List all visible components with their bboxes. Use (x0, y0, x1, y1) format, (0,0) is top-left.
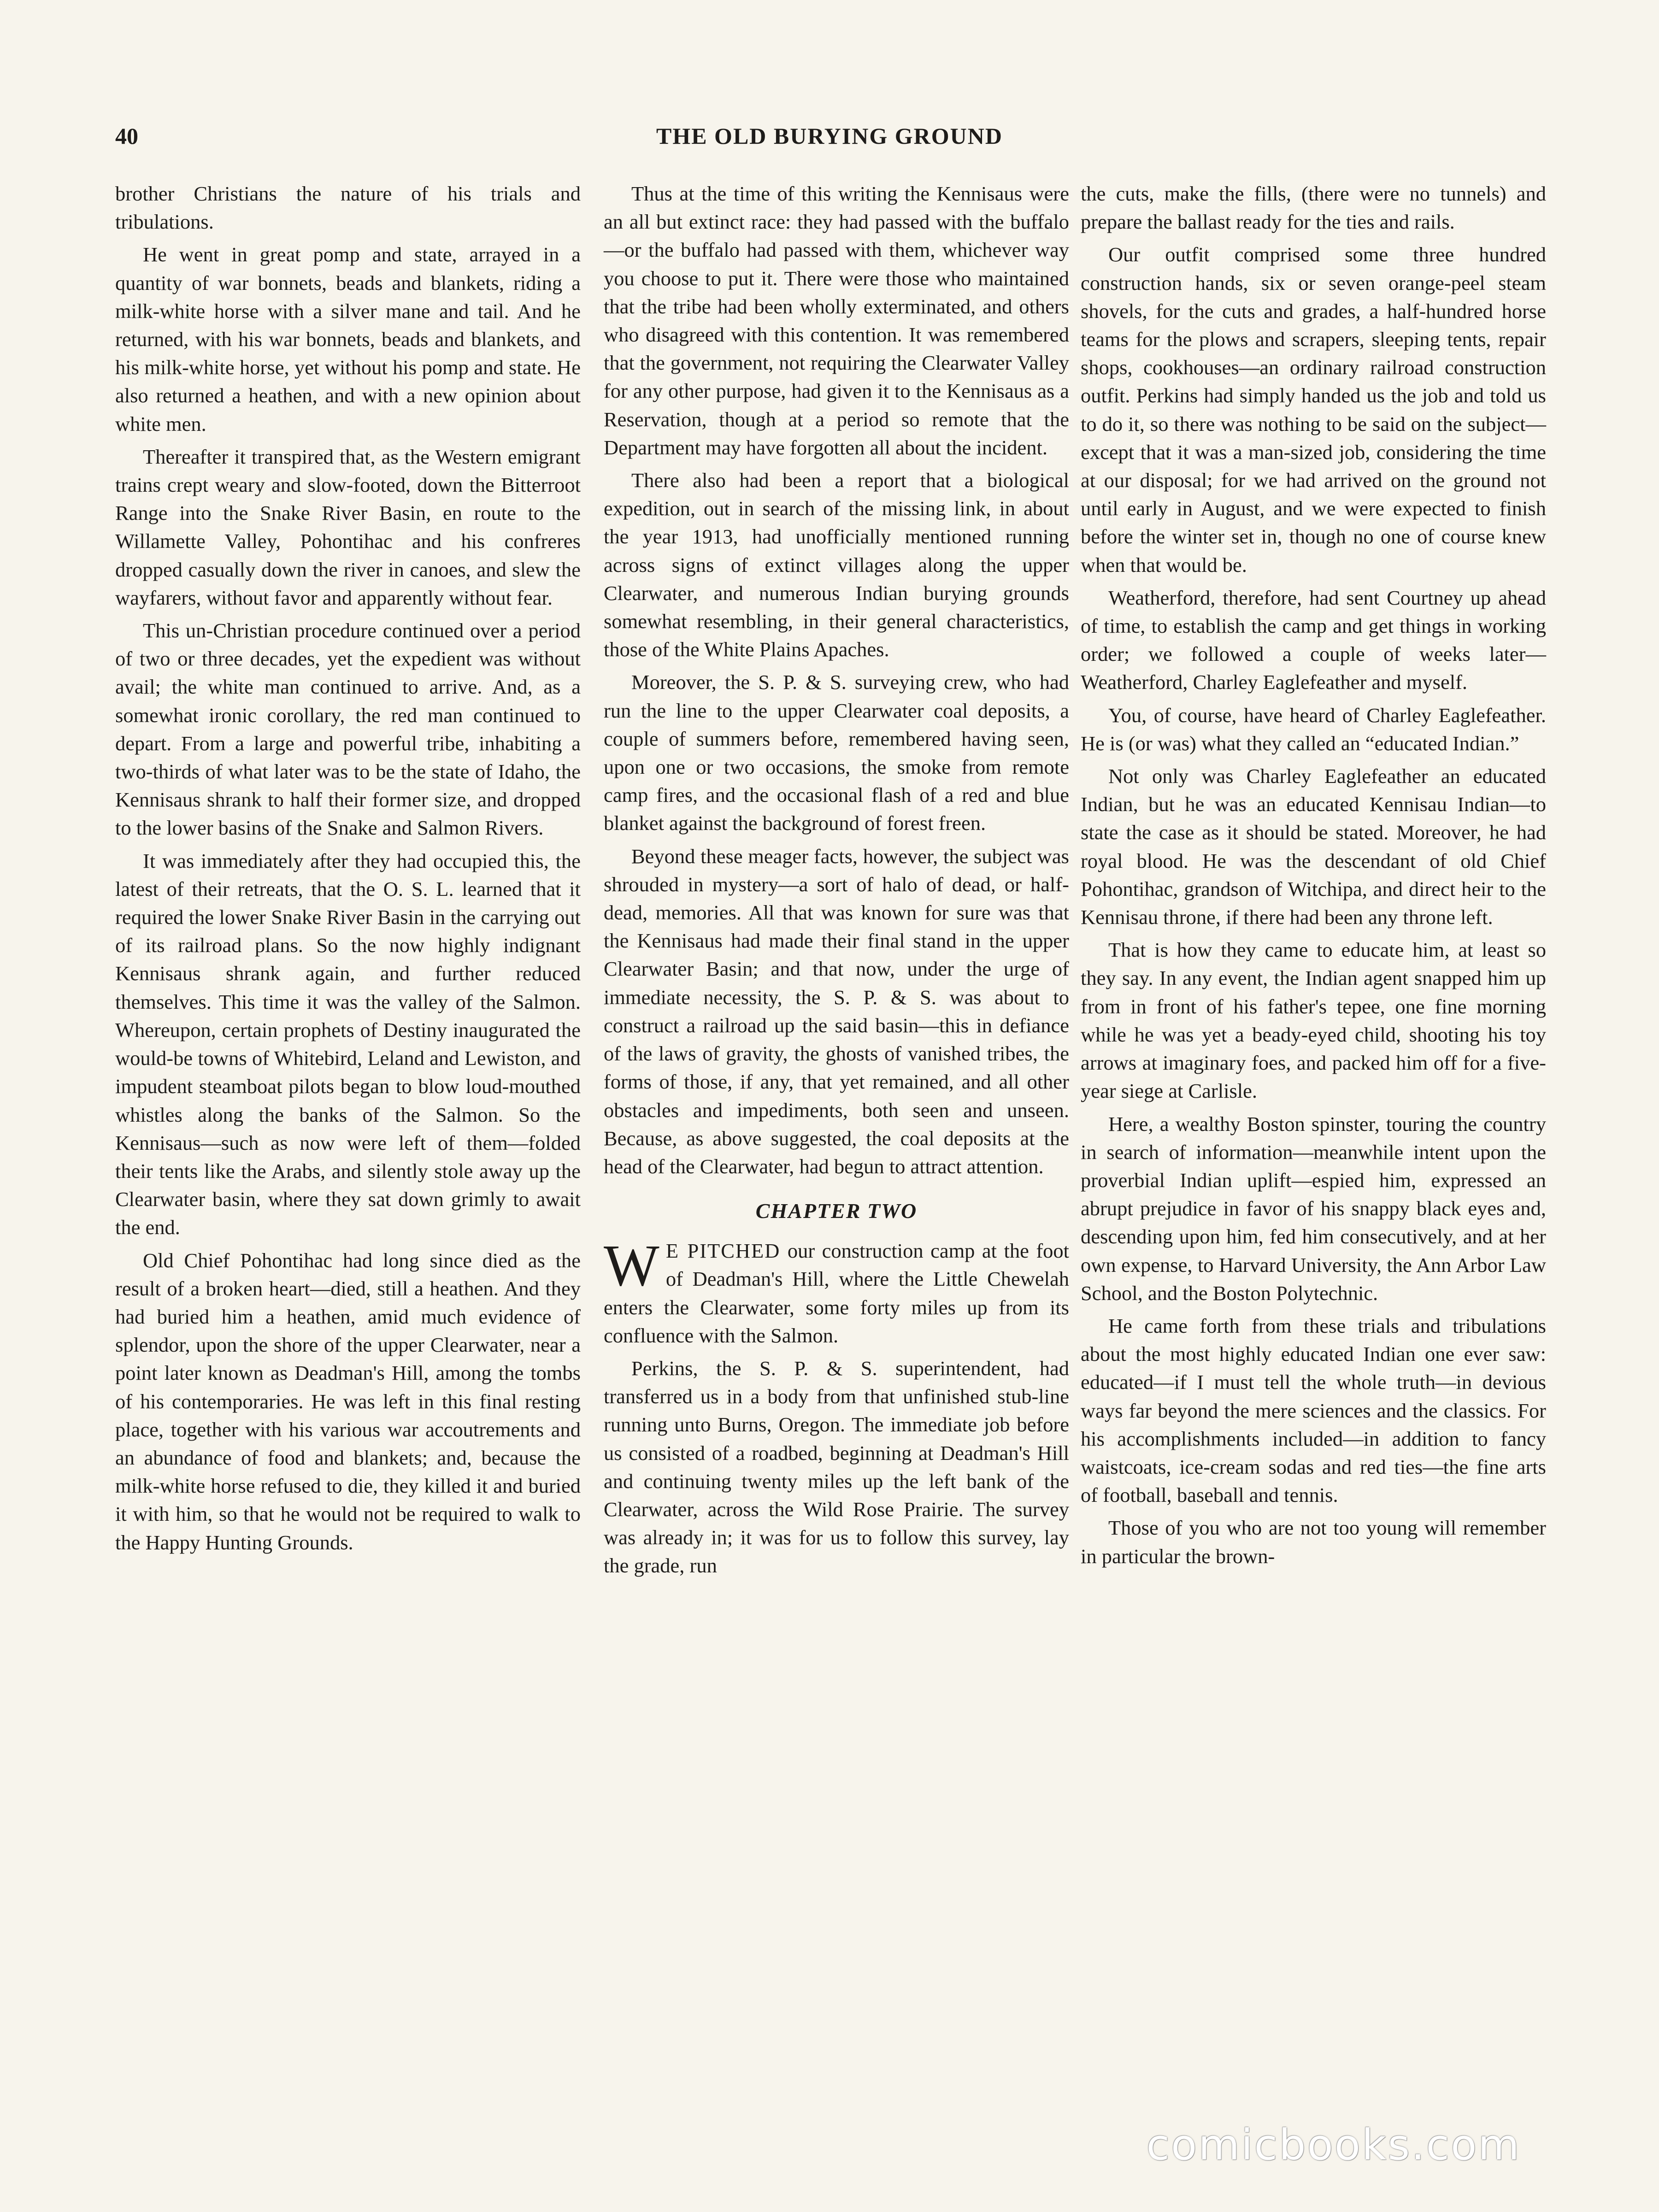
paragraph: Perkins, the S. P. & S. superintendent, had transferred us in a body from that unfinished stub-line running unto Burns, Oregon. The immediate job before us consisted of a roadbed, beginning at Deadman's Hill and continuing twenty miles up the left bank of the Clearwater, across the Wild Rose Prairie. The survey was already in; it was for us to follow this survey, lay the grade, run (604, 1356, 1069, 1577)
paragraph: Weatherford, therefore, had sent Courtney up ahead of time, to establish the camp and get things in working order; we followed a couple of weeks later—Weatherford, Charley Eaglefeather and myself. (1081, 586, 1546, 694)
paragraph: Thereafter it transpired that, as the Western emigrant trains crept weary and slow-footed, down the Bitterroot Range into the Snake River Basin, en route to the Willamette Valley, Pohontihac and his confreres dropped casually down the river in canoes, and slew the wayfarers, without favor and apparently without fear. (115, 445, 581, 609)
paragraph: It was immediately after they had occupied this, the latest of their retreats, that the O. S. L. learned that it required the lower Snake River Basin in the carrying out of its railroad plans. So the now highly indignant Kennisaus shrank again, and further reduced themselves. This time it was the valley of the Salmon. Whereupon, certain prophets of Destiny inaugurated the would-be towns of Whitebird, Leland and Lewiston, and impudent steamboat pilots began to blow loud-mouthed whistles along the banks of the Salmon. So the Kennisaus—such as now were left of them—folded their tents like the Arabs, and silently stole away up the Clearwater basin, where they sat down grimly to await the end. (115, 849, 581, 1239)
paragraph: You, of course, have heard of Charley Eaglefeather. He is (or was) what they called an “educated Indian.” (1081, 703, 1546, 755)
chapter-opening-paragraph (604, 1233, 1069, 1350)
paragraph: Beyond these meager facts, however, the subject was shrouded in mystery—a sort of halo of dead, or half-dead, memories. All that was known for sure was that the Kennisaus had made their final stand in the upper Clearwater Basin; and that now, under the urge of immediate necessity, the S. P. & S. was about to construct a railroad up the said basin—this in defiance of the laws of gravity, the ghosts of vanished tribes, the forms of those, if any, that yet remained, and all other obstacles and impediments, both seen and unseen. Because, as above suggested, the coal deposits at the head of the Clearwater, had begun to attract attention. (604, 844, 1069, 1178)
text-column-1 (115, 180, 581, 1561)
watermark: comicbooks.com (1146, 2120, 1521, 2170)
paragraph: He went in great pomp and state, arrayed in a quantity of war bonnets, beads and blankets, riding a milk-white horse with a silver mane and tail. And he returned, with his war bonnets, beads and blankets, and his milk-white horse, yet without his pomp and state. He also returned a heathen, and with a new opinion about white men. (115, 243, 581, 435)
paragraph: Our outfit comprised some three hundred construction hands, six or seven orange-peel steam shovels, for the cuts and grades, a half-hundred horse teams for the plows and scrapers, sleeping tents, repair shops, cookhouses—an ordinary railroad construction outfit. Perkins had simply handed us the job and told us to do it, so there was nothing to be said on the subject—except that it was a man-sized job, considering the time at our disposal; for we had arrived on the ground not until early in August, and we were expected to finish before the winter set in, though no one of course knew when that would be. (1081, 243, 1546, 577)
text-column-3 (1081, 180, 1546, 1575)
paragraph: the cuts, make the fills, (there were no tunnels) and prepare the ballast ready for the ties and rails. (1081, 182, 1546, 234)
paragraph: Not only was Charley Eaglefeather an educated Indian, but he was an educated Kennisau Indian—to state the case as it should be stated. Moreover, he had royal blood. He was the descendant of old Chief Pohontihac, grandson of Witchipa, and direct heir to the Kennisau throne, if there had been any throne left. (1081, 765, 1546, 929)
drop-cap: W (604, 1233, 659, 1299)
chapter-heading: CHAPTER TWO (755, 1199, 918, 1223)
page-number: 40 (115, 123, 138, 149)
paragraph: Those of you who are not too young will remember in particular the brown- (1081, 1516, 1546, 1568)
paragraph: That is how they came to educate him, at least so they say. In any event, the Indian agent snapped him up from in front of his father's tepee, one fine morning while he was yet a beady-eyed child, shooting his toy arrows at imaginary foes, and packed him off for a five-year siege at Carlisle. (1081, 938, 1546, 1103)
paragraph: brother Christians the nature of his trials and tribulations. (115, 182, 581, 234)
paragraph: Here, a wealthy Boston spinster, touring the country in search of information—meanwhile intent upon the proverbial Indian uplift—espied him, expressed an abrupt prejudice in favor of his snappy black eyes and, descending upon him, fed him consecutively, and at her own expense, to Harvard University, the Ann Arbor Law School, and the Boston Polytechnic. (1081, 1112, 1546, 1305)
text-column-2 (604, 180, 1069, 1585)
paragraph: This un-Christian procedure continued over a period of two or three decades, yet the expedient was without avail; the white man continued to arrive. And, as a somewhat ironic corollary, the red man continued to depart. From a large and powerful tribe, inhabiting a two-thirds of what later was to be the state of Idaho, the Kennisaus shrank to half their former size, and dropped to the lower basins of the Snake and Salmon Rivers. (115, 619, 581, 840)
paragraph: Old Chief Pohontihac had long since died as the result of a broken heart—died, still a heathen. And they had buried him a heathen, amid much evidence of splendor, upon the shore of the upper Clearwater, near a point later known as Deadman's Hill, among the tombs of his contemporaries. He was left in this final resting place, together with his various war accoutrements and an abundance of food and blankets; and, because the milk-white horse refused to die, they killed it and buried it with him, so that he would not be required to walk to the Happy Hunting Grounds. (115, 1248, 581, 1554)
lead-in-smallcaps: E PITCHED (665, 1239, 781, 1263)
paragraph: Moreover, the S. P. & S. surveying crew, who had run the line to the upper Clearwater coal deposits, a couple of summers before, remembered having seen, upon one or two occasions, the smoke from remote camp fires, and the occasional flash of a red and blue blanket against the background of forest freen. (604, 671, 1069, 835)
paragraph-text: our construction camp at the foot of Deadman's Hill, where the Little Chewelah enters the Clearwater, some forty miles up from its confluence with the Salmon. (604, 1239, 1069, 1347)
paragraph: There also had been a report that a biological expedition, out in search of the missing link, in about the year 1913, had unofficially mentioned running across signs of extinct villages along the upper Clearwater, and numerous Indian burying grounds somewhat resembling, in their general characteristics, those of the White Plains Apaches. (604, 469, 1069, 661)
page-header (115, 118, 1544, 154)
paragraph: He came forth from these trials and tribulations about the most highly educated Indian one ever saw: educated—if I must tell the whole truth—in devious ways far beyond the mere sciences and the classics. For his accomplishments included—in addition to fancy waistcoats, ice-cream sodas and red ties—the fine arts of football, baseball and tennis. (1081, 1314, 1546, 1507)
paragraph: Thus at the time of this writing the Kennisaus were an all but extinct race: they had passed with the buffalo—or the buffalo had passed with them, whichever way you choose to put it. There were those who maintained that the tribe had been wholly exterminated, and others who disagreed with this contention. It was remembered that the government, not requiring the Clearwater Valley for any other purpose, had given it to the Kennisaus as a Reservation, though at a period so remote that the Department may have forgotten all about the incident. (604, 182, 1069, 459)
running-head: THE OLD BURYING GROUND (656, 123, 1003, 149)
